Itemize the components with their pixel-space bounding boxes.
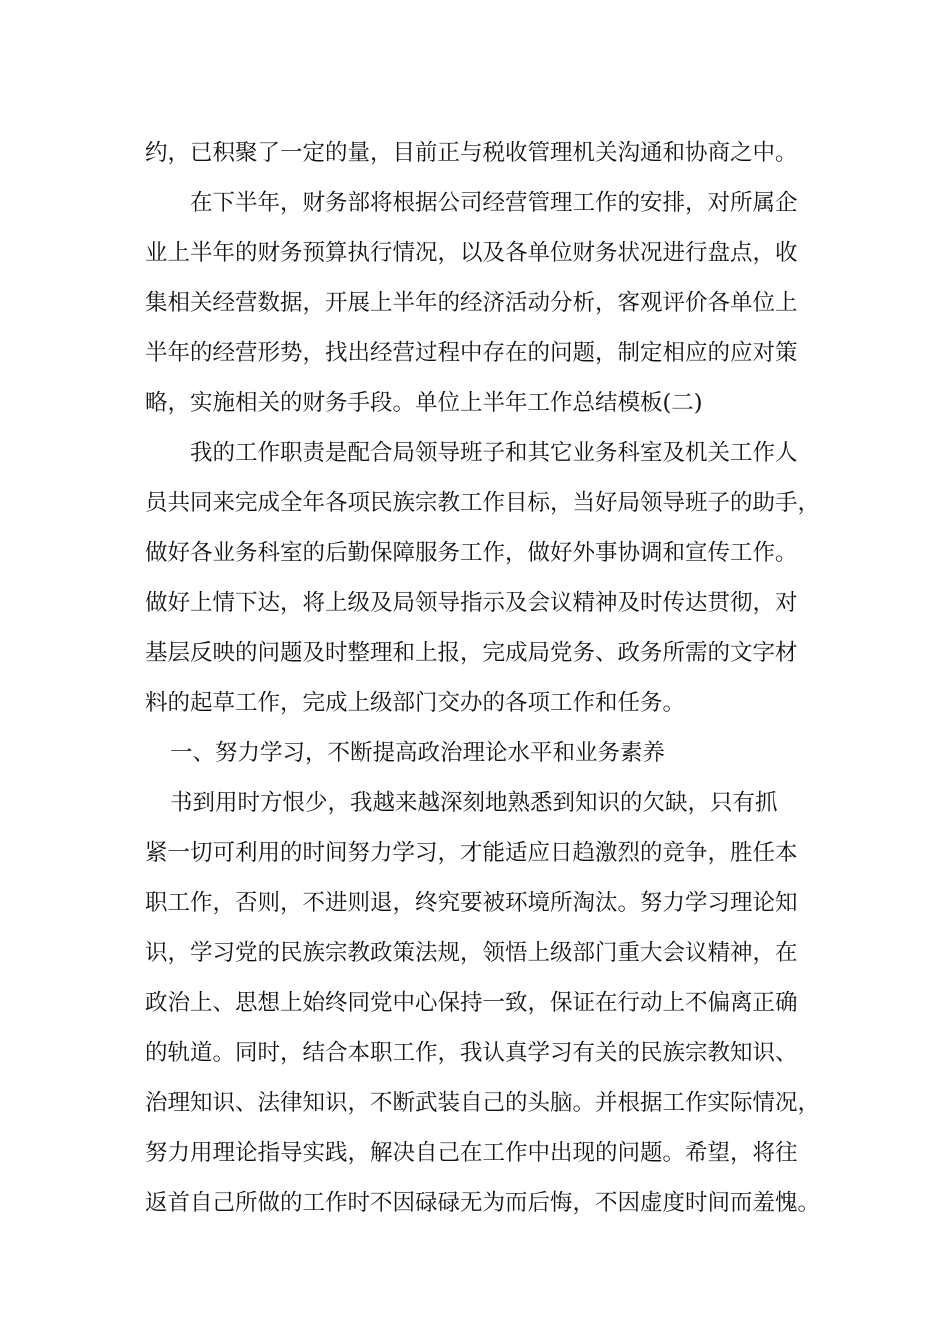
paragraph-start-line: 我的工作职责是配合局领导班子和其它业务科室及机关工作人 — [190, 440, 798, 466]
text-line: 职工作，否则，不进则退，终究要被环境所淘汰。努力学习理论知 — [145, 890, 798, 916]
text-line: 做好各业务科室的后勤保障服务工作，做好外事协调和宣传工作。 — [145, 540, 798, 566]
text-line: 返首自己所做的工作时不因碌碌无为而后悔，不因虚度时间而羞愧。 — [145, 1190, 821, 1216]
text-line: 努力用理论指导实践，解决自己在工作中出现的问题。希望，将往 — [145, 1140, 798, 1166]
text-line: 约，已积聚了一定的量，目前正与税收管理机关沟通和协商之中。 — [145, 140, 798, 166]
text-line: 料的起草工作，完成上级部门交办的各项工作和任务。 — [145, 690, 686, 716]
text-line: 略，实施相关的财务手段。单位上半年工作总结模板(二) — [145, 390, 703, 416]
body-text — [145, 128, 825, 1228]
text-line: 做好上情下达，将上级及局领导指示及会议精神及时传达贯彻，对 — [145, 590, 798, 616]
section-heading: 一、努力学习，不断提高政治理论水平和业务素养 — [170, 740, 666, 766]
text-line: 基层反映的问题及时整理和上报，完成局党务、政务所需的文字材 — [145, 640, 798, 666]
paragraph-start-line: 书到用时方恨少，我越来越深刻地熟悉到知识的欠缺，只有抓 — [170, 790, 778, 816]
text-line: 治理知识、法律知识，不断武装自己的头脑。并根据工作实际情况， — [145, 1090, 821, 1116]
text-line: 业上半年的财务预算执行情况，以及各单位财务状况进行盘点，收 — [145, 240, 798, 266]
text-line: 政治上、思想上始终同党中心保持一致，保证在行动上不偏离正确 — [145, 990, 798, 1016]
text-line: 识，学习党的民族宗教政策法规，领悟上级部门重大会议精神，在 — [145, 940, 798, 966]
text-line: 员共同来完成全年各项民族宗教工作目标，当好局领导班子的助手， — [145, 490, 821, 516]
text-line: 半年的经营形势，找出经营过程中存在的问题，制定相应的应对策 — [145, 340, 798, 366]
text-line: 集相关经营数据，开展上半年的经济活动分析，客观评价各单位上 — [145, 290, 798, 316]
text-line: 紧一切可利用的时间努力学习，才能适应日趋激烈的竞争，胜任本 — [145, 840, 798, 866]
text-line: 的轨道。同时，结合本职工作，我认真学习有关的民族宗教知识、 — [145, 1040, 798, 1066]
paragraph-start-line: 在下半年，财务部将根据公司经营管理工作的安排，对所属企 — [190, 190, 798, 216]
